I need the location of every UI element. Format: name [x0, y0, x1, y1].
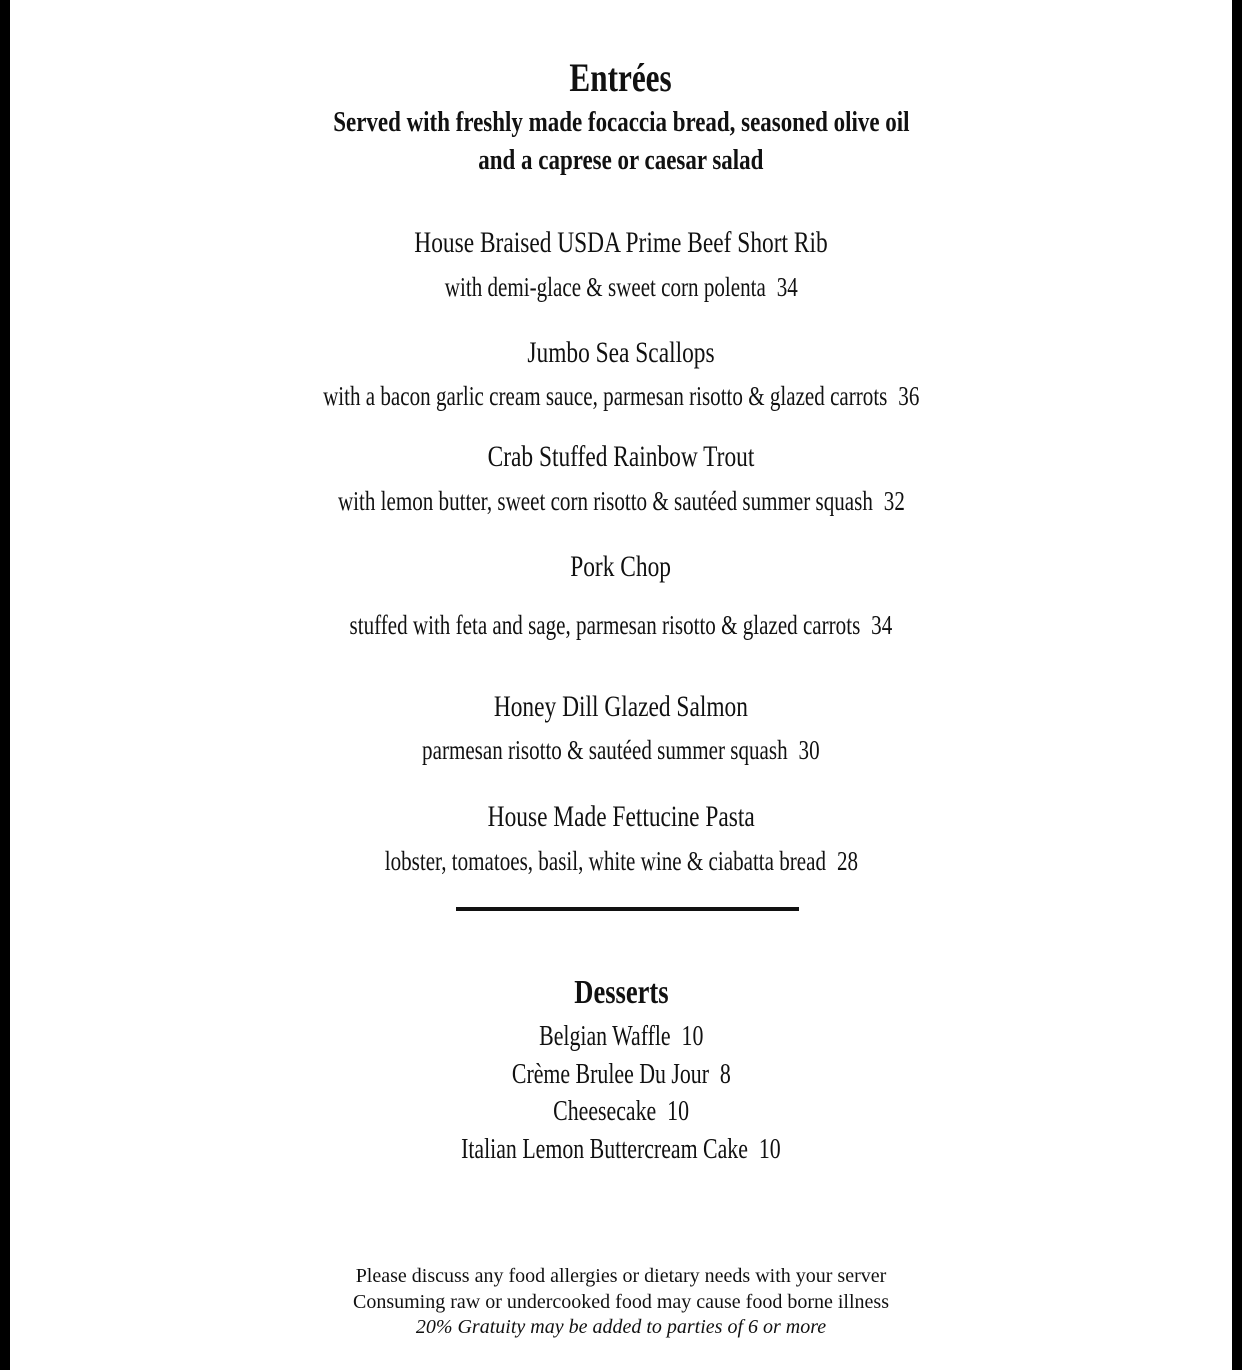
menu-page [10, 0, 1232, 1370]
entree-description: with a bacon garlic cream sauce, parmesan risotto & glazed carrots 36 [322, 381, 920, 411]
allergy-note: Please discuss any food allergies or dietary needs with your server [355, 1265, 887, 1287]
entree-name: Crab Stuffed Rainbow Trout [487, 440, 755, 473]
desserts-title: Desserts [573, 974, 669, 1011]
entree-description: lobster, tomatoes, basil, white wine & ciabatta bread 28 [384, 846, 858, 876]
dessert-item: Crème Brulee Du Jour 8 [511, 1059, 731, 1090]
entree-name: House Braised USDA Prime Beef Short Rib [414, 226, 828, 259]
gratuity-note: 20% Gratuity may be added to parties of 6 or more [415, 1316, 827, 1338]
entree-name: Honey Dill Glazed Salmon [493, 690, 749, 723]
dessert-item: Belgian Waffle 10 [538, 1021, 704, 1052]
dessert-price: 8 [719, 1059, 731, 1090]
entree-price: 36 [898, 381, 920, 411]
entrees-subtitle-line2: and a caprese or caesar salad [478, 145, 764, 176]
entrees-subtitle-line1: Served with freshly made focaccia bread, seasoned olive oil [332, 107, 910, 138]
entree-price: 28 [836, 846, 858, 876]
entree-price: 32 [883, 486, 905, 516]
entree-description: parmesan risotto & sautéed summer squash 30 [422, 735, 820, 765]
dessert-item: Italian Lemon Buttercream Cake 10 [461, 1134, 781, 1165]
entree-price: 34 [776, 272, 798, 302]
entree-name: Pork Chop [570, 550, 672, 583]
entree-price: 34 [871, 610, 893, 640]
entrees-title: Entrées [569, 55, 673, 100]
entree-price: 30 [798, 735, 820, 765]
entree-description: with lemon butter, sweet corn risotto & sautéed summer squash 32 [337, 486, 905, 516]
entree-description: stuffed with feta and sage, parmesan risotto & glazed carrots 34 [349, 610, 893, 640]
dessert-price: 10 [681, 1021, 704, 1052]
dessert-price: 10 [667, 1096, 689, 1127]
dessert-item: Cheesecake 10 [553, 1096, 689, 1127]
dessert-price: 10 [758, 1134, 781, 1165]
raw-food-warning: Consuming raw or undercooked food may cause food borne illness [353, 1291, 889, 1313]
entree-name: Jumbo Sea Scallops [527, 336, 715, 369]
entree-description: with demi-glace & sweet corn polenta 34 [444, 272, 798, 302]
entree-name: House Made Fettucine Pasta [487, 800, 755, 833]
section-divider [456, 907, 799, 911]
